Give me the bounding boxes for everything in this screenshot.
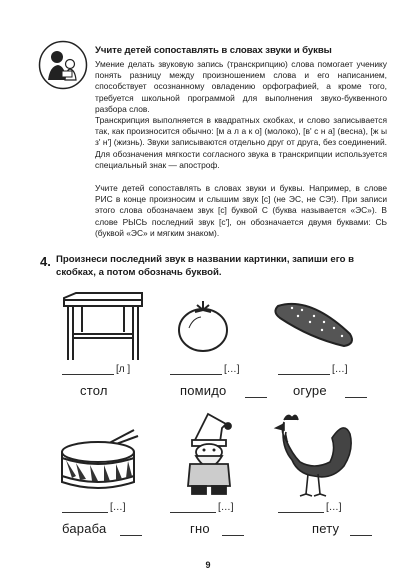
- word-stem: огуре: [293, 383, 327, 398]
- sound-bracket: […]: [326, 502, 342, 513]
- parent-note-title: Учите детей сопоставлять в словах звуки и буквы: [95, 45, 332, 56]
- letter-line[interactable]: [120, 520, 142, 536]
- letter-line[interactable]: [345, 382, 367, 398]
- letter-line[interactable]: [222, 520, 244, 536]
- answer-line[interactable]: [62, 362, 130, 375]
- answer-line[interactable]: [62, 500, 126, 513]
- answer-line[interactable]: [278, 362, 348, 375]
- drum-icon: [58, 428, 142, 494]
- word-stem: помидо: [180, 383, 227, 398]
- word-stem: пету: [312, 521, 340, 536]
- exercise-instruction: Произнеси последний звук в названии картинки, запиши его в скобках, а потом обозначь буквой.: [56, 254, 355, 278]
- answer-line[interactable]: [278, 500, 342, 513]
- page-number: 9: [205, 560, 211, 570]
- parent-note-paragraph: Учите детей сопоставлять в словах звуки и буквы. Например, в слове РИС в конце произносим и слышим звук [с] (не ЭС, не СЭ!). При записи этого слова обозначаем звук [с] буквой С (буква называется «ЭС»). В слове РЫСЬ последний звук [с'], он обозначается двумя буквами: СЬ (буквой «ЭС» и мягким знаком).: [95, 183, 387, 238]
- parent-note-paragraph: Умение делать звуковую запись (транскрипцию) слова помогает ученику понять разницу между произношением слова и его написанием, способствует осознанному овладению орфографией, а кроме того, требуется школьной программой для выполнения звуко-буквенного разбора слов.: [95, 59, 387, 114]
- answer-line[interactable]: [170, 362, 240, 375]
- parent-with-child-icon: [38, 40, 88, 90]
- sound-bracket: […]: [110, 502, 126, 513]
- letter-line[interactable]: [245, 382, 267, 398]
- word-stem: стол: [80, 383, 108, 398]
- rooster-icon: [270, 410, 354, 500]
- sound-bracket: […]: [218, 502, 234, 513]
- sound-bracket: […]: [332, 364, 348, 375]
- sound-bracket: [л ]: [116, 364, 131, 375]
- cucumber-icon: [270, 294, 360, 354]
- word-stem: бараба: [62, 521, 107, 536]
- exercise-number: 4.: [40, 254, 51, 269]
- answer-line[interactable]: [170, 500, 234, 513]
- sound-bracket: […]: [224, 364, 240, 375]
- table-icon: [60, 292, 146, 362]
- parent-note-paragraph: Транскрипция выполняется в квадратных скобках, и слово записывается так, как произносится обычно: [м а л а к о] (молоко), [в' с н а] (весна), [ж ы з' н'] (жизнь). Звуки записываются отдельно друг от друга, без соединений. Для обозначения мягкости согласного звука в транскрипции используется специальный знак — апостроф.: [95, 115, 387, 170]
- letter-line[interactable]: [350, 520, 372, 536]
- gnome-icon: [180, 412, 240, 496]
- tomato-icon: [175, 298, 231, 354]
- word-stem: гно: [190, 521, 210, 536]
